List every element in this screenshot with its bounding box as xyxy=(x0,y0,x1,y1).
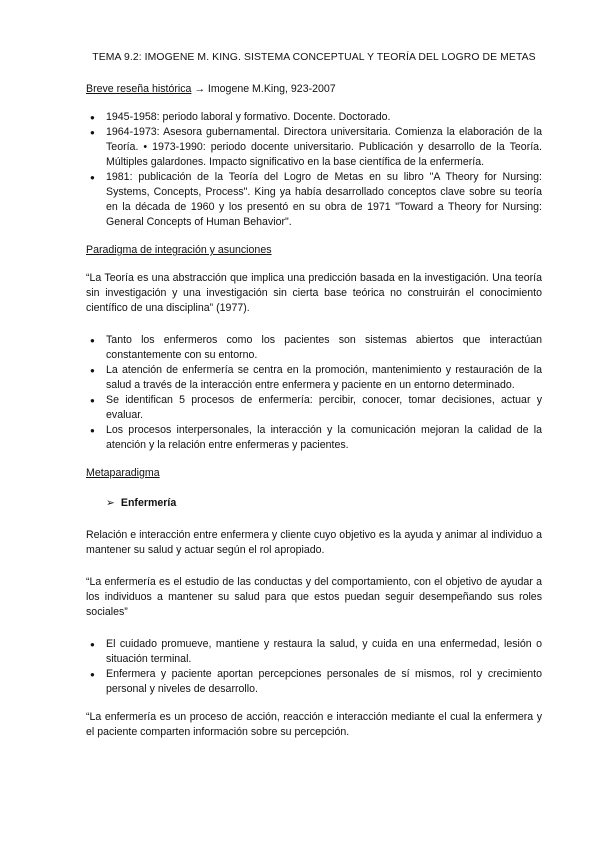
paradigm-list xyxy=(86,333,542,453)
subheading-enfermeria: ➢ Enfermería xyxy=(106,497,177,509)
metaparadigm-list xyxy=(86,637,542,697)
list-item: ● 1945-1958: periodo laboral y formativo. Docente. Doctorado. xyxy=(90,111,391,123)
list-item: ● Los procesos interpersonales, la interacción y la comunicación mejoran la calidad de la atención y la relación entre enfermeras y pacientes. xyxy=(90,424,542,451)
bullet-icon: ● xyxy=(90,396,95,405)
list-item: ● Enfermera y paciente aportan percepciones personales de sí mismos, rol y crecimiento personal y niveles de desarrollo. xyxy=(90,668,542,695)
bullet-icon: ● xyxy=(90,336,95,345)
paradigm-heading: Paradigma de integración y asunciones xyxy=(86,244,272,256)
list-item: ● El cuidado promueve, mantiene y restaura la salud, y cuida en una enfermedad, lesión o situación terminal. xyxy=(90,638,542,665)
bullet-icon: ● xyxy=(90,113,95,122)
bullet-icon: ● xyxy=(90,426,95,435)
list-item: ● Se identifican 5 procesos de enfermería: percibir, conocer, tomar decisiones, actuar y evaluar. xyxy=(90,394,542,421)
bullet-icon: ● xyxy=(90,670,95,679)
metaparadigm-quote: “La enfermería es el estudio de las conductas y del comportamiento, con el objetivo de ayudar a los individuos a mantener su salud para que estos puedan seguir desempeñando sus roles sociales” xyxy=(86,576,542,618)
bullet-icon: ● xyxy=(90,128,95,137)
paradigm-quote: “La Teoría es una abstracción que implica una predicción basada en la investigación. Una teoría sin investigación y una investigación sin cierta base teórica no construirán el conocimiento científico de una disciplina” (1977). xyxy=(86,272,542,314)
bullet-icon: ● xyxy=(90,640,95,649)
list-item: ● 1964-1973: Asesora gubernamental. Directora universitaria. Comienza la elaboración de la Teoría. • 1973-1990: periodo docente universitario. Publicación y desarrollo de la Teoría. Múltiples galardones. Impacto significativo en la base científica de la enfermería. xyxy=(90,126,542,168)
arrow-bullet-icon: ➢ xyxy=(106,497,115,509)
metaparadigm-quote-2: “La enfermería es un proceso de acción, reacción e interacción mediante el cual la enfermera y el paciente comparten información sobre su percepción. xyxy=(86,711,542,738)
history-heading-suffix: → Imogene M.King, 923-2007 xyxy=(191,83,336,95)
history-heading-label: Breve reseña histórica xyxy=(86,83,192,95)
history-list xyxy=(86,110,542,230)
metaparadigm-heading: Metaparadigma xyxy=(86,467,160,479)
metaparadigm-paragraph: Relación e interacción entre enfermera y cliente cuyo objetivo es la ayuda y animar al individuo a mantener su salud y actuar según el rol apropiado. xyxy=(86,529,542,556)
bullet-icon: ● xyxy=(90,366,95,375)
list-item: ● La atención de enfermería se centra en la promoción, mantenimiento y restauración de la salud a través de la interacción entre enfermera y paciente en un entorno determinado. xyxy=(90,364,542,391)
list-item: ● Tanto los enfermeros como los pacientes son sistemas abiertos que interactúan constantemente con su entorno. xyxy=(90,334,542,361)
page-title: TEMA 9.2: IMOGENE M. KING. SISTEMA CONCEPTUAL Y TEORÍA DEL LOGRO DE METAS xyxy=(92,52,536,63)
document-page xyxy=(86,52,542,740)
list-item: ● 1981: publicación de la Teoría del Logro de Metas en su libro "A Theory for Nursing: Systems, Concepts, Process". King ya había desarrollado conceptos clave sobre su teoría en la década de 1960 y los presentó en su obra de 1971 "Toward a Theory for Nursing: General Concepts of Human Behavior". xyxy=(90,171,542,228)
history-heading xyxy=(86,82,542,97)
bullet-icon: ● xyxy=(90,173,95,182)
